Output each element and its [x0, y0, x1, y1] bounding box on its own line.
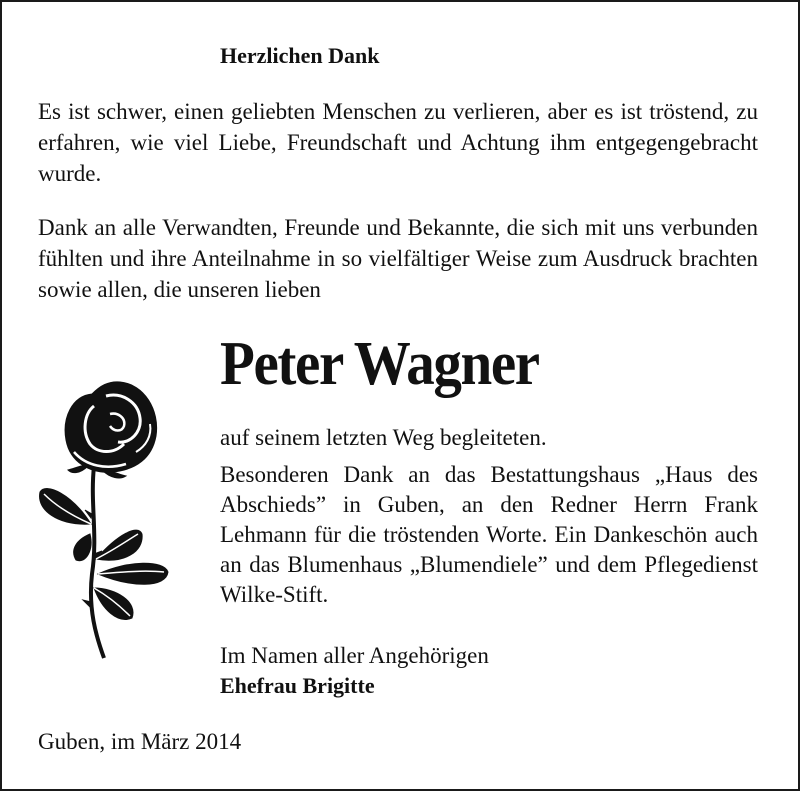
- deceased-name: Peter Wagner: [220, 330, 539, 398]
- farewell-line: auf seinem letzten Weg begleiteten.: [220, 425, 547, 450]
- special-thanks-paragraph: Besonderen Dank an das Bestattungshaus „Haus des Abschieds” in Guben, an den Redner Herrn Frank Lehmann für die tröstenden Worte. Ein Dankeschön auch an das Blumenhaus „Blumendiele” und dem Pflegedienst Wilke-Stift.: [220, 462, 758, 607]
- thanks-paragraph: Dank an alle Verwandten, Freunde und Bekannte, die sich mit uns verbunden fühlten und ihre Anteilnahme in so vielfältiger Weise zum Ausdruck brachten sowie allen, die unseren lieben: [38, 215, 758, 302]
- intro-paragraph: Es ist schwer, einen geliebten Menschen zu verlieren, aber es ist tröstend, zu erfahren, wie viel Liebe, Freundschaft und Achtung ihm entgegengebracht wurde.: [38, 99, 758, 186]
- rose-icon: [32, 374, 182, 664]
- notice-heading: Herzlichen Dank: [220, 43, 380, 68]
- signoff-name: Ehefrau Brigitte: [220, 673, 375, 698]
- place-date: Guben, im März 2014: [38, 729, 242, 754]
- signoff-line: Im Namen aller Angehörigen: [220, 643, 489, 668]
